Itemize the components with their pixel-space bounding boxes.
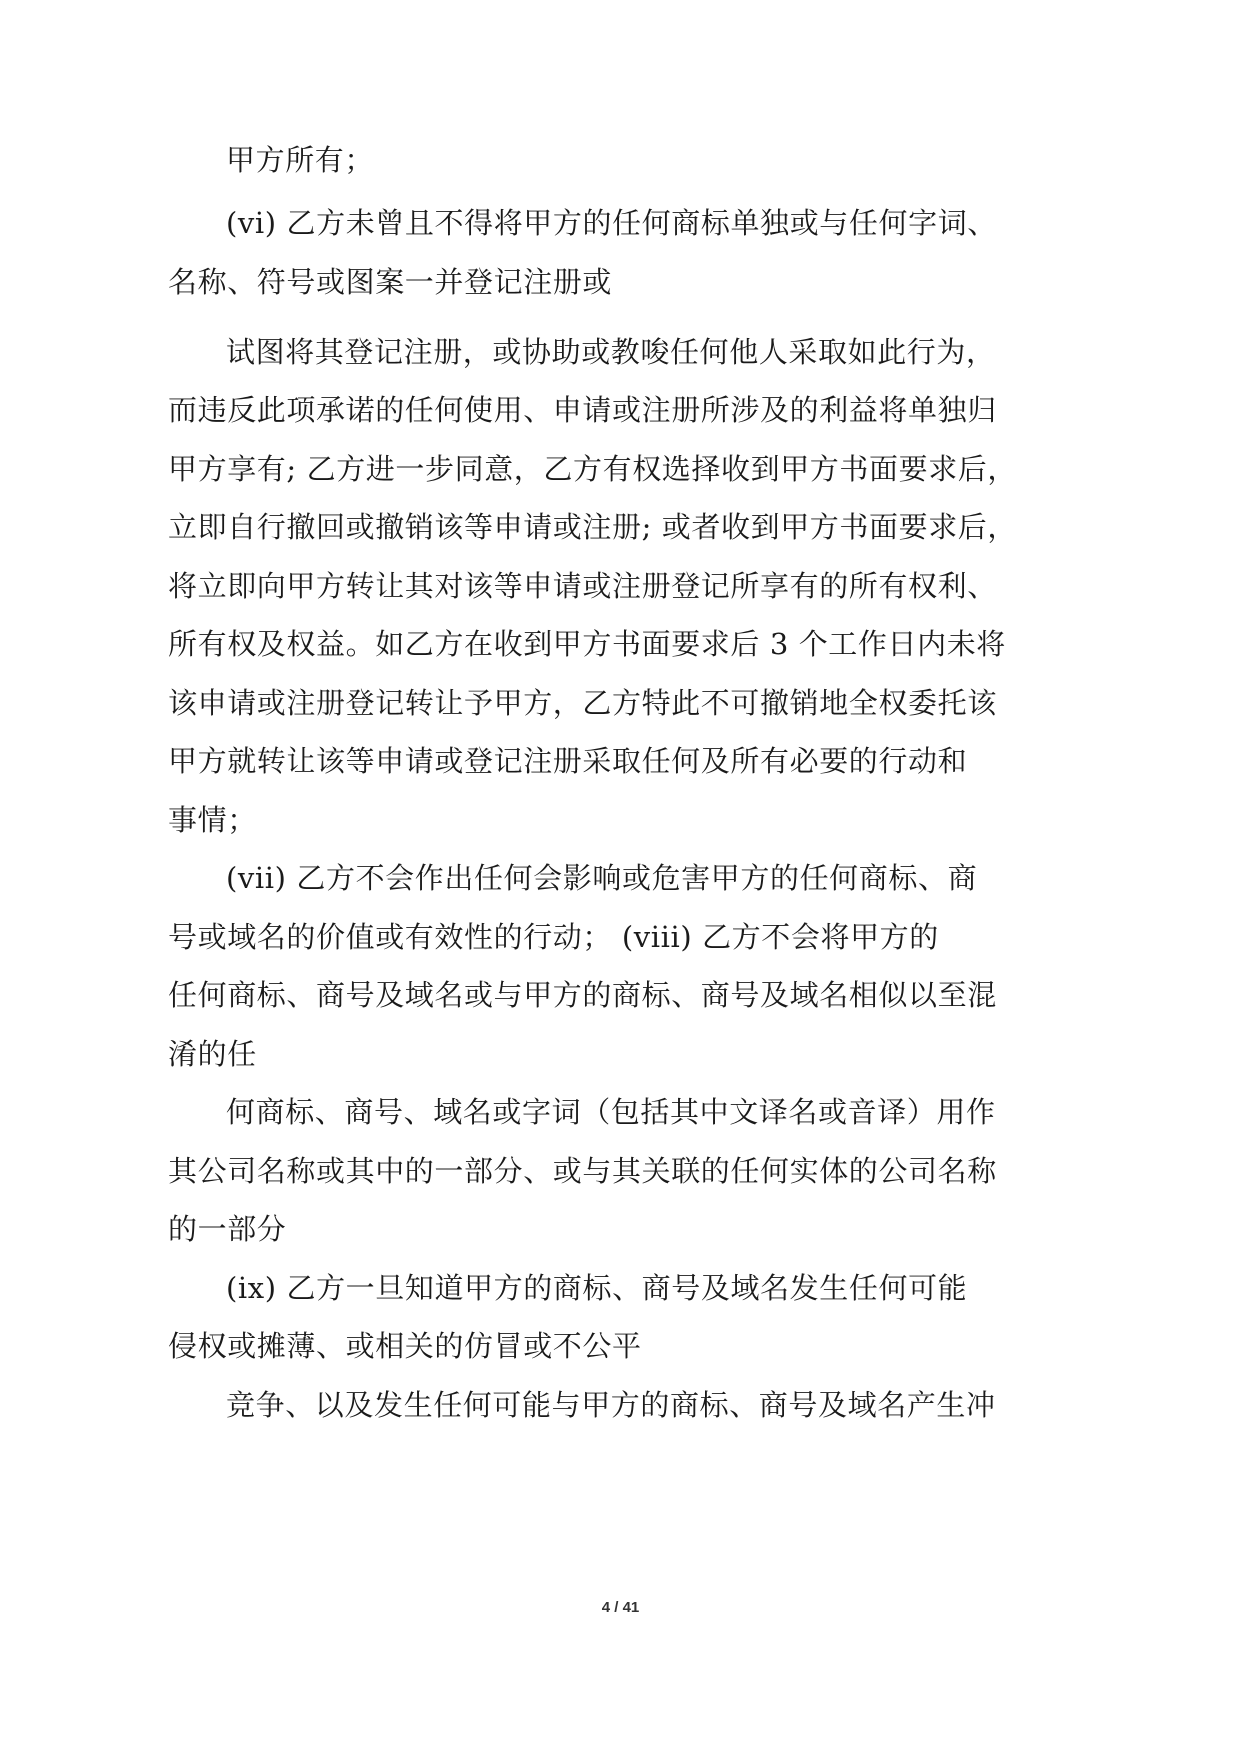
text-line: 该申请或注册登记转让予甲方，乙方特此不可撤销地全权委托该 bbox=[168, 686, 997, 720]
text-line: 淆的任 bbox=[168, 1037, 257, 1071]
text-line: 而违反此项承诺的任何使用、申请或注册所涉及的利益将单独归 bbox=[168, 393, 997, 427]
text-line: (vi) 乙方未曾且不得将甲方的任何商标单独或与任何字词、 bbox=[226, 206, 997, 240]
text-line: 事情； bbox=[168, 803, 257, 837]
text-line: 甲方就转让该等申请或登记注册采取任何及所有必要的行动和 bbox=[168, 744, 968, 778]
page-number: 4 / 41 bbox=[601, 1599, 640, 1616]
text-line: 号或域名的价值或有效性的行动； (viii) 乙方不会将甲方的 bbox=[168, 920, 939, 954]
text-line: 任何商标、商号及域名或与甲方的商标、商号及域名相似以至混 bbox=[168, 978, 997, 1012]
text-line: 甲方享有; 乙方进一步同意，乙方有权选择收到甲方书面要求后， bbox=[168, 452, 1017, 486]
text-line: 名称、符号或图案一并登记注册或 bbox=[168, 265, 613, 299]
text-line: 其公司名称或其中的一部分、或与其关联的任何实体的公司名称 bbox=[168, 1154, 997, 1188]
text-line: 试图将其登记注册，或协助或教唆任何他人采取如此行为， bbox=[226, 335, 996, 369]
text-line: 甲方所有； bbox=[226, 143, 375, 177]
text-line: 竞争、以及发生任何可能与甲方的商标、商号及域名产生冲 bbox=[226, 1388, 996, 1422]
text-line: 侵权或摊薄、或相关的仿冒或不公平 bbox=[168, 1329, 642, 1363]
text-line: 将立即向甲方转让其对该等申请或注册登记所享有的所有权利、 bbox=[168, 569, 997, 603]
text-line: 何商标、商号、域名或字词（包括其中文译名或音译）用作 bbox=[226, 1095, 996, 1129]
text-line: 立即自行撤回或撤销该等申请或注册; 或者收到甲方书面要求后， bbox=[168, 510, 1017, 544]
text-line: (vii) 乙方不会作出任何会影响或危害甲方的任何商标、商 bbox=[226, 861, 978, 895]
text-line: 的一部分 bbox=[168, 1212, 287, 1246]
text-line: (ix) 乙方一旦知道甲方的商标、商号及域名发生任何可能 bbox=[226, 1271, 968, 1305]
text-line: 所有权及权益。如乙方在收到甲方书面要求后 3 个工作日内未将 bbox=[168, 627, 1006, 661]
